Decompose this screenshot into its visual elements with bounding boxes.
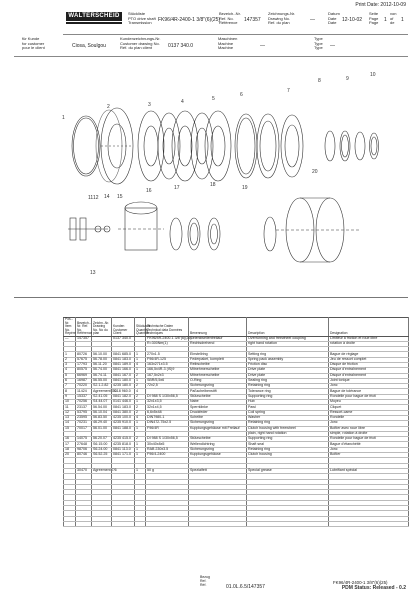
table-cell: Bague de réglage	[329, 352, 409, 357]
table-cell: Retaining ring	[247, 447, 329, 452]
table-cell: right hand rotation	[247, 341, 329, 346]
footer-doc-code: FK96/4R-2400-1 3/8"(6)(25)	[333, 580, 388, 585]
callout-16: 16	[146, 188, 152, 194]
col-benennung: Benennung	[189, 318, 247, 337]
callout-7: 7	[287, 88, 290, 94]
table-cell: 0141 446.0	[112, 400, 135, 405]
table-cell: 70256	[76, 400, 92, 405]
table-cell: 0841 685.0	[112, 352, 135, 357]
footer-stamp: Bezug Ref. Réf.	[200, 575, 210, 587]
table-cell: 70231	[76, 421, 92, 426]
part-small-rings	[170, 217, 276, 251]
table-cell	[146, 521, 189, 526]
table-cell: Limiteur à friction et roue libre	[329, 336, 409, 341]
table-cell: Sicherungsring	[189, 384, 247, 389]
table-cell: Kupplungsgehäuse	[189, 453, 247, 458]
table-cell: 56.78.00	[92, 357, 112, 362]
brand-logo: WALTERSCHEID	[66, 12, 122, 21]
table-cell: 14075	[76, 437, 92, 442]
table-cell: simple, rotation à droite	[329, 431, 409, 436]
table-cell: 32x1x3,5	[146, 400, 189, 405]
table-cell: S6.15.00	[92, 442, 112, 447]
table-cell: 1	[135, 468, 146, 473]
table-cell: 4	[135, 362, 146, 367]
drawing-value: —	[310, 17, 315, 23]
table-cell: Rondelle pour bague de fricti	[329, 394, 409, 399]
table-cell: 56.74.11	[92, 373, 112, 378]
table-cell: Lubrifiant spécial	[329, 468, 409, 473]
callout-5: 5	[212, 96, 215, 102]
table-cell: 13	[64, 415, 76, 420]
table-cell: 17793	[76, 362, 92, 367]
col-description: Description	[247, 318, 329, 337]
table-cell: Washer	[247, 415, 329, 420]
table-cell: 56.55.00	[92, 378, 112, 383]
table-cell: 3	[64, 362, 76, 367]
table-cell: 56.10.04	[92, 410, 112, 415]
callout-12: 12	[93, 195, 99, 201]
table-cell: 0841 189.0	[112, 362, 135, 367]
table-cell: 80575	[76, 368, 92, 373]
table-cell: F96/4-2400	[146, 453, 189, 458]
table-cell: 1	[135, 447, 146, 452]
table-cell: Jonc	[329, 447, 409, 452]
table-cell: 98706	[76, 447, 92, 452]
table-cell: F96/4R-125	[146, 357, 189, 362]
footer-ref-code: 01.0L.6.5/147357	[226, 584, 265, 590]
table-cell: 56.54.00	[92, 405, 112, 410]
table-cell: S6.52.25	[92, 453, 112, 458]
table-cell: 2	[135, 405, 146, 410]
table-cell: O-Ring	[189, 378, 247, 383]
part-rings-right	[235, 114, 379, 178]
ref-label: Bezeich.-Nr. Ref. No. Référence	[219, 11, 241, 26]
callout-18: 18	[210, 182, 216, 188]
table-cell: 4	[64, 368, 76, 373]
table-cell: Bague de tolérance	[329, 389, 409, 394]
table-cell: 15337	[76, 394, 92, 399]
callout-17: 17	[174, 185, 180, 191]
print-date: Print Date: 2012-10-09	[355, 2, 406, 8]
table-cell: S4.44.07	[92, 400, 112, 405]
table-cell: 6	[64, 378, 76, 383]
table-cell: Wellendichtring	[189, 442, 247, 447]
table-cell: Drive plate	[247, 373, 329, 378]
table-cell: Hub	[247, 400, 329, 405]
pdm-status: PDM Status: Released - 0.2	[341, 585, 406, 591]
table-cell: DIN472-75x2.5	[146, 421, 189, 426]
table-cell: 23595	[76, 415, 92, 420]
callout-20: 20	[312, 169, 318, 175]
parts-table-header	[64, 318, 409, 337]
table-cell: 46.29.40	[92, 421, 112, 426]
customer-drawing-value: 0137 340.0	[168, 43, 194, 49]
table-cell	[76, 521, 92, 526]
col-customer: Kunden Customer Client	[112, 318, 135, 337]
table-cell: Sperrklinke	[189, 405, 247, 410]
table-cell: S2.1.2.82	[92, 384, 112, 389]
doc-value: FK96/4R-2400-1 3/8"(6)(25)	[158, 17, 221, 23]
table-cell	[329, 521, 409, 526]
table-cell: 32x1x4,5	[146, 405, 189, 410]
callout-9: 9	[346, 76, 349, 82]
table-cell: Einstellring	[189, 352, 247, 357]
table-cell: 166,5x4R-3 (IS)9	[146, 368, 189, 373]
table-cell: 2	[135, 373, 146, 378]
table-cell: 23137	[76, 405, 92, 410]
col-technical-data: Technische Daten Technical data Données techniques	[146, 318, 189, 337]
table-cell: 16987	[76, 378, 92, 383]
machine-value: —	[260, 43, 265, 49]
table-cell: Scheibe	[189, 415, 247, 420]
table-cell: 2	[135, 384, 146, 389]
table-cell: RAB 230x3.5	[146, 447, 189, 452]
table-cell	[189, 521, 247, 526]
callout-8: 8	[318, 78, 321, 84]
table-cell: Sicherungsring	[189, 421, 247, 426]
callout-19: 19	[242, 185, 248, 191]
table-cell: Rondelle	[329, 415, 409, 420]
machine-label: Maschinen Machine Machine	[218, 36, 238, 51]
table-cell: Supporting ring	[247, 437, 329, 442]
table-cell: 4235 415.0	[112, 437, 135, 442]
table-cell: Coil spring	[247, 410, 329, 415]
table-cell: 4235 910.0	[112, 421, 135, 426]
table-cell: Gelenkwellenfreilauf	[189, 336, 247, 341]
page-label: Seite Page Page	[369, 11, 379, 26]
table-cell: Cliquet	[329, 405, 409, 410]
page-fold-divider	[14, 297, 408, 298]
table-cell: 4235 100.0	[112, 415, 135, 420]
title-divider-bottom	[14, 56, 408, 57]
page-of-label: von of de	[390, 11, 397, 26]
table-cell: 1	[135, 368, 146, 373]
table-cell: Jonc	[329, 421, 409, 426]
table-cell: DI 988 S 1/30x56,5	[146, 437, 189, 442]
table-cell: Stützscheibe	[189, 394, 247, 399]
table-cell: 0841 182.0	[112, 394, 135, 399]
page-value: 1	[384, 17, 387, 23]
part-pawls	[68, 218, 110, 240]
table-cell: Shaft seal	[247, 442, 329, 447]
table-cell: 1	[135, 453, 146, 458]
table-cell: Agreement 7/2	[93, 388, 117, 393]
table-cell: Paßscheibenstift	[189, 389, 247, 394]
col-quantity: Stückzahl Quantity Quantité	[135, 318, 146, 337]
table-cell: Supporting ring	[247, 394, 329, 399]
table-cell: 15	[64, 426, 76, 431]
table-cell: 0841 113.0	[112, 447, 135, 452]
title-divider	[63, 34, 408, 35]
table-cell: 2	[64, 357, 76, 362]
drawing-label: Zeichnungs-Nr. Drawing No. Ref. du plan	[268, 11, 296, 26]
table-cell: S6.24.00	[92, 447, 112, 452]
parts-list-table	[63, 317, 409, 527]
table-cell: 0841 183.0	[112, 405, 135, 410]
table-cell: Sealing ring	[247, 378, 329, 383]
table-cell: 163x271x3.5	[146, 362, 189, 367]
table-cell: 1	[135, 400, 146, 405]
table-cell: Clutch housing with freewheel	[247, 426, 329, 431]
table-cell: 1	[135, 421, 146, 426]
table-cell: 11424	[76, 389, 92, 394]
table-cell: Rondelle pour bague de fricti	[329, 437, 409, 442]
table-cell: Clutch housing	[247, 453, 329, 458]
table-cell: Setting ring	[247, 352, 329, 357]
table-cell: 66969	[76, 373, 92, 378]
table-cell: 80746	[76, 453, 92, 458]
table-cell: 11	[64, 405, 76, 410]
table-cell: S2.41.05	[92, 394, 112, 399]
ref-value: 147357	[244, 17, 261, 23]
table-cell: 1	[135, 352, 146, 357]
callout-14: 14	[104, 194, 110, 200]
table-cell: 8	[64, 389, 76, 394]
table-cell: 1	[135, 426, 146, 431]
table-cell: 30470	[76, 468, 92, 473]
date-label: Datum Date Date	[328, 11, 340, 26]
callout-15: 15	[117, 194, 123, 200]
table-cell: Spezialfett	[189, 468, 247, 473]
table-cell: 0118 960.0	[112, 389, 135, 394]
table-cell: 4	[135, 415, 146, 420]
callout-1: 1	[62, 115, 65, 121]
part-spring-pack	[96, 108, 133, 184]
type-value: —	[330, 43, 335, 49]
table-cell: 56.20.07	[92, 437, 112, 442]
customer-value: Ciosa, Soulgou	[72, 43, 106, 49]
table-cell: Nabe	[189, 400, 247, 405]
table-cell: 9	[64, 394, 76, 399]
brand-logo-underline	[66, 22, 122, 24]
table-cell: Joint torique	[329, 378, 409, 383]
table-cell: Jonc	[329, 384, 409, 389]
table-cell: 16	[64, 437, 76, 442]
customer-drawing-label: Kundenzeichnungs-Nr. Customer drawing No. Réf. du plan client	[120, 36, 161, 51]
table-row	[64, 521, 409, 526]
table-cell: Mitnehmerscheibe	[189, 368, 247, 373]
table-cell: 1	[135, 442, 146, 447]
table-cell: Drive plate	[247, 368, 329, 373]
table-cell: 50 g	[146, 468, 189, 473]
table-cell: Stützscheibe	[189, 437, 247, 442]
table-cell: 0841 183.0	[112, 357, 135, 362]
table-cell: Rechtsdrehend	[189, 341, 247, 346]
table-cell: 2	[135, 437, 146, 442]
table-cell: Disque de friction	[329, 362, 409, 367]
table-cell: SBR/5,5x6	[146, 378, 189, 383]
table-cell: 4235 180.0	[112, 384, 135, 389]
table-cell: 14	[64, 421, 76, 426]
table-cell: DI 988 S 1/30x56,5	[146, 394, 189, 399]
table-cell: Disque d'entraînement	[329, 368, 409, 373]
table-cell: Special grease	[247, 468, 329, 473]
table-cell: 0841 188.0	[112, 426, 135, 431]
type-label: Type Type Type	[314, 36, 323, 51]
table-cell: 270x1.5	[146, 352, 189, 357]
table-cell: 7	[64, 384, 76, 389]
table-cell: 2	[135, 394, 146, 399]
table-cell: 80726	[76, 352, 92, 357]
table-cell: 0137 340.0	[112, 336, 135, 341]
doc-label: Stückliste PTO drive shaft Transmission	[128, 11, 156, 26]
table-cell: Boîtier	[329, 453, 409, 458]
table-cell: FK96/4R-2400-1 3/8"(6)(25)	[147, 335, 192, 340]
table-cell	[64, 521, 76, 526]
table-cell: 30x40x8x5	[146, 442, 189, 447]
table-cell: —	[64, 336, 76, 341]
table-cell: 56.74.00	[92, 368, 112, 373]
date-value: 12-10-02	[342, 17, 363, 23]
table-cell: Overrunning and freewheel coupling	[247, 336, 329, 341]
col-ref-no: Bezeich.-Nr. Ref. No. Référence	[76, 318, 92, 337]
table-cell: 147357	[76, 336, 92, 341]
table-cell: Federpaket, komplett	[189, 357, 247, 362]
table-cell: Pawl	[247, 405, 329, 410]
table-cell: 56.01.00	[92, 426, 112, 431]
table-cell: 70220	[76, 384, 92, 389]
table-cell: 6,6x5x48	[146, 410, 189, 415]
callout-13: 13	[90, 270, 96, 276]
table-cell: Druckfeder	[189, 410, 247, 415]
table-cell: 4	[135, 389, 146, 394]
table-cell: Kupplungsgehäuse mit Freilauf	[189, 426, 247, 431]
table-cell: 10	[64, 400, 76, 405]
table-cell: 0841 167.0	[112, 373, 135, 378]
part-friction-disc	[138, 111, 231, 181]
table-cell: 5	[64, 373, 76, 378]
table-cell: rotation à droite	[329, 341, 409, 346]
table-cell: Spring pack assembly	[247, 357, 329, 362]
table-cell: Bague d'étanchéité	[329, 442, 409, 447]
table-cell: 18	[64, 447, 76, 452]
table-cell: Reibscheibe	[189, 362, 247, 367]
table-cell: DIN7980-1	[146, 415, 189, 420]
table-cell: 27648	[76, 442, 92, 447]
customer-label: für Kunde for customer pour le client	[22, 36, 45, 51]
table-cell: 1	[135, 357, 146, 362]
callout-11: 11	[88, 195, 94, 201]
table-cell: 56.11.20	[92, 362, 112, 367]
table-cell: Jeu de ressort complet	[329, 357, 409, 362]
table-cell: R=300Nm(1)	[146, 341, 189, 346]
col-item-no: Pos.-Nr. Item No. Repère	[65, 317, 76, 335]
table-cell: Retaining ring	[247, 384, 329, 389]
table-cell: 56.83.50	[92, 415, 112, 420]
page-of-value: 1	[401, 17, 404, 23]
part-clutch-housing	[276, 198, 360, 262]
table-cell: 53795	[76, 410, 92, 415]
callout-3: 3	[148, 102, 151, 108]
callout-4: 4	[181, 99, 184, 105]
table-cell	[247, 521, 329, 526]
col-designation: Designation	[329, 318, 409, 337]
table-cell: 17	[64, 442, 76, 447]
table-cell: F96/4R	[146, 426, 189, 431]
table-cell: Mitnehmerscheibe	[189, 373, 247, 378]
col-drawing-no: Zeichn.-Nr. Drawing No. No du plan	[92, 318, 112, 337]
table-cell: 72x2,5	[146, 384, 189, 389]
table-cell: plain, right hand rotation	[247, 431, 329, 436]
table-cell: Retaining ring	[247, 421, 329, 426]
table-cell	[135, 521, 146, 526]
table-cell: 70017	[76, 426, 92, 431]
table-cell	[92, 521, 112, 526]
exploded-view-drawing	[0, 58, 420, 290]
part-hub	[118, 202, 164, 250]
table-cell: Moyeu	[329, 400, 409, 405]
table-cell: 0841 166.0	[112, 368, 135, 373]
table-cell: Ressort-came	[329, 410, 409, 415]
table-cell: Boîtier avec roue libre	[329, 426, 409, 431]
table-cell: Friction disc	[247, 362, 329, 367]
table-cell: 56.10.00	[92, 352, 112, 357]
table-cell: Tolerance ring	[247, 389, 329, 394]
callout-2: 2	[107, 104, 110, 110]
table-cell: Agreement 7/6	[93, 468, 117, 473]
table-cell: 20	[64, 453, 76, 458]
table-cell: 0841 380.0	[112, 410, 135, 415]
table-cell	[112, 521, 135, 526]
table-cell: 167,5x2x3	[146, 373, 189, 378]
table-cell: 1	[64, 352, 76, 357]
table-cell: 1	[135, 378, 146, 383]
table-cell: 0841 171.0	[112, 453, 135, 458]
table-cell: 57675	[76, 357, 92, 362]
table-cell: 4235 818.0	[112, 442, 135, 447]
table-cell: 12	[64, 410, 76, 415]
table-cell: Disque d'entraînement	[329, 373, 409, 378]
table-cell: 2	[135, 410, 146, 415]
table-cell: Sicherungsring	[189, 447, 247, 452]
callout-10: 10	[370, 72, 376, 78]
table-cell: 0841 180.0	[112, 378, 135, 383]
callout-6: 6	[240, 92, 243, 98]
